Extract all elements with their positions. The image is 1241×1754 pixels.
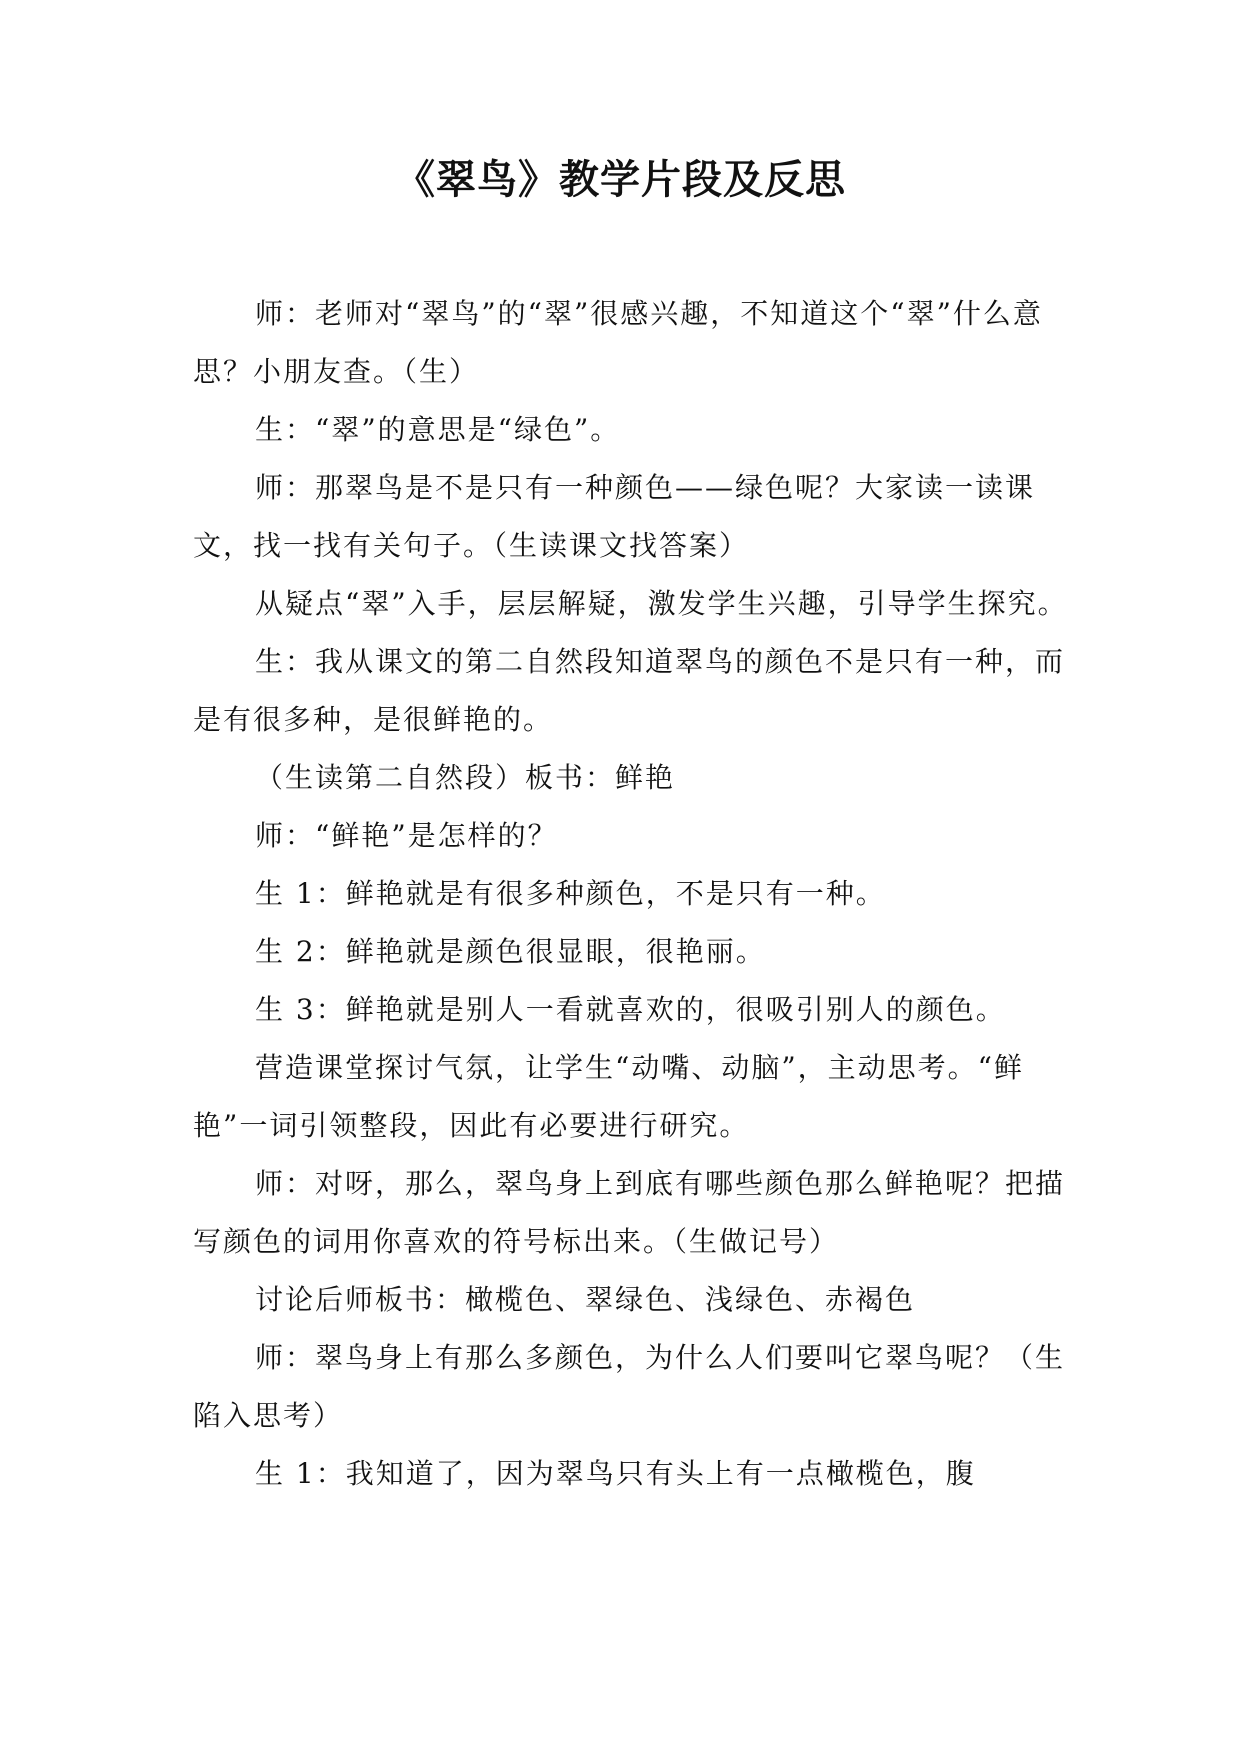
paragraph: 生 1：鲜艳就是有很多种颜色，不是只有一种。: [255, 877, 886, 910]
paragraph: 从疑点“翠”入手，层层解疑，激发学生兴趣，引导学生探究。: [255, 587, 1068, 620]
document-title: 《翠鸟》教学片段及反思: [395, 157, 846, 203]
paragraph: 讨论后师板书：橄榄色、翠绿色、浅绿色、赤褐色: [255, 1283, 916, 1316]
paragraph: 师：“鲜艳”是怎样的？: [255, 819, 558, 852]
paragraph: 生：我从课文的第二自然段知道翠鸟的颜色不是只有一种，而是有很多种，是很鲜艳的。: [193, 645, 1066, 736]
paragraph: 生 1：我知道了，因为翠鸟只有头上有一点橄榄色，腹: [255, 1457, 976, 1490]
paragraph: 师：那翠鸟是不是只有一种颜色——绿色呢？大家读一读课文，找一找有关句子。（生读课文找答案）: [193, 471, 1036, 562]
paragraph: （生读第二自然段）板书：鲜艳: [255, 761, 676, 794]
paragraph: 生 2：鲜艳就是颜色很显眼，很艳丽。: [255, 935, 766, 968]
paragraph: 师：对呀，那么，翠鸟身上到底有哪些颜色那么鲜艳呢？把描写颜色的词用你喜欢的符号标出来。（生做记号）: [193, 1167, 1066, 1258]
paragraph: 营造课堂探讨气氛，让学生“动嘴、动脑”，主动思考。“鲜艳”一词引领整段，因此有必要进行研究。: [193, 1051, 1024, 1142]
paragraph: 师：翠鸟身上有那么多颜色，为什么人们要叫它翠鸟呢？（生陷入思考）: [193, 1341, 1066, 1432]
paragraph: 师：老师对“翠鸟”的“翠”很感兴趣，不知道这个“翠”什么意思？小朋友查。（生）: [193, 297, 1043, 388]
document-body: [193, 285, 1093, 1503]
paragraph: 生：“翠”的意思是“绿色”。: [255, 413, 621, 446]
paragraph: 生 3：鲜艳就是别人一看就喜欢的，很吸引别人的颜色。: [255, 993, 1006, 1026]
